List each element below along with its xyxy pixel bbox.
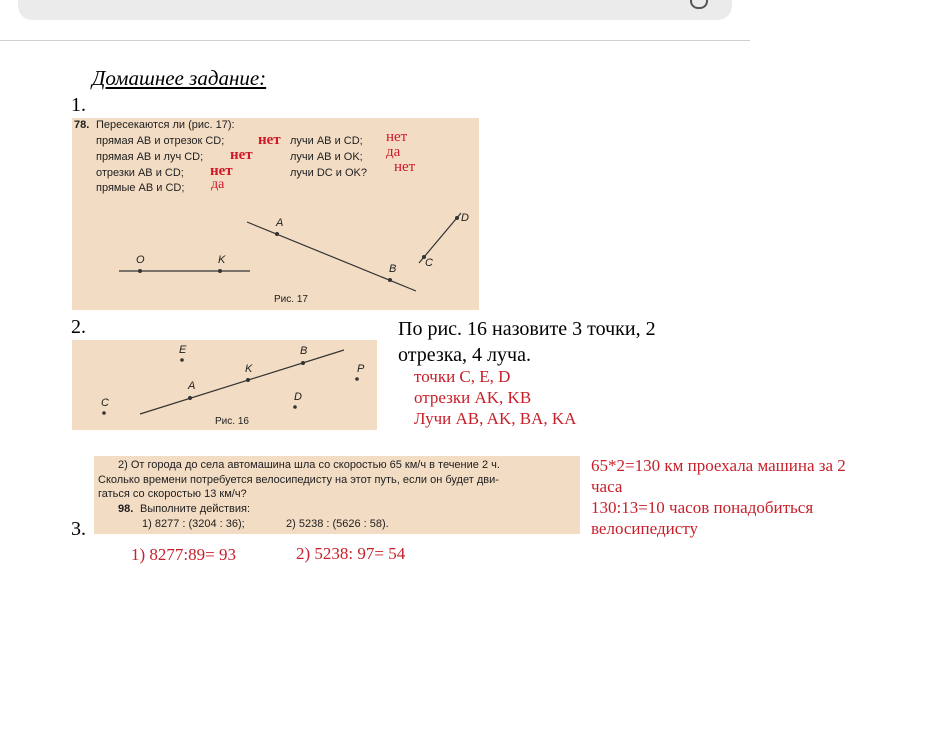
exercise-number: 78. <box>74 119 90 131</box>
label-D: D <box>461 212 469 224</box>
task3-answer-1: 1) 8277:89= 93 <box>131 545 236 564</box>
task1-scan <box>72 118 479 310</box>
search-bar[interactable] <box>18 0 732 20</box>
figure-17 <box>72 118 479 310</box>
exercise-number: 98. <box>118 503 134 515</box>
answer-left-2: нет <box>230 147 253 163</box>
label-A: A <box>188 380 196 392</box>
task3-answer-2: 2) 5238: 97= 54 <box>296 544 406 563</box>
item-right-1: лучи AB и CD; <box>290 135 363 147</box>
task1-number: 1. <box>71 94 86 116</box>
task3-scan <box>94 456 580 534</box>
answer-right-1: нет <box>386 129 408 145</box>
label-K: K <box>245 363 253 375</box>
question-text: Пересекаются ли (рис. 17): <box>96 119 235 131</box>
answer-left-3: нет <box>210 163 233 179</box>
item-right-2: лучи AB и OK; <box>290 151 363 163</box>
problem-line-1: 2) От города до села автомашина шла со скоростью 65 км/ч в течение 2 ч. <box>118 459 500 471</box>
label-O: O <box>136 254 145 266</box>
task2-answer-points: точки C, E, D <box>414 367 511 386</box>
figure-caption: Рис. 16 <box>215 416 249 427</box>
label-E: E <box>179 344 187 356</box>
task3-number: 3. <box>71 518 86 540</box>
figure-caption: Рис. 17 <box>274 294 308 305</box>
expression-2: 2) 5238 : (5626 : 58). <box>286 518 389 530</box>
answer-left-4: да <box>211 177 225 192</box>
top-toolbar <box>0 0 750 41</box>
item-left-3: отрезки AB и CD; <box>96 167 184 179</box>
task2-answer-rays: Лучи AB, AK, BA, KA <box>414 409 577 428</box>
problem-line-2: Сколько времени потребуется велосипедисту на этот путь, если он будет дви- <box>98 474 499 486</box>
homework-title: Домашнее задание: <box>92 66 267 90</box>
item-left-2: прямая AB и луч CD; <box>96 151 204 163</box>
label-C: C <box>425 257 433 269</box>
task2-answer-segments: отрезки AK, KB <box>414 388 532 407</box>
label-K: K <box>218 254 226 266</box>
answer-left-1: нет <box>258 132 281 148</box>
item-left-1: прямая AB и отрезок CD; <box>96 135 225 147</box>
task3-solution-1: 65*2=130 км проехала машина за 2 <box>591 456 846 475</box>
item-right-3: лучи DC и OK? <box>290 167 368 179</box>
answer-right-2: да <box>386 144 401 160</box>
label-A: A <box>276 217 284 229</box>
task3-solution-2: часа <box>591 477 623 496</box>
problem-line-3: гаться со скоростью 13 км/ч? <box>98 488 247 500</box>
exercise-title: Выполните действия: <box>140 503 251 515</box>
task2-question: По рис. 16 назовите 3 точки, 2 отрезка, 4 луча. <box>398 318 656 366</box>
label-P: P <box>357 363 365 375</box>
task3-solution-4: велосипедисту <box>591 519 698 538</box>
expression-1: 1) 8277 : (3204 : 36); <box>142 518 245 530</box>
task3-solution-3: 130:13=10 часов понадобиться <box>591 498 814 517</box>
label-C: C <box>101 397 109 409</box>
item-left-4: прямые AB и CD; <box>96 182 185 194</box>
answer-right-3: нет <box>394 159 416 175</box>
label-B: B <box>300 345 308 357</box>
label-D: D <box>294 391 302 403</box>
label-B: B <box>389 263 397 275</box>
task2-scan <box>72 340 377 430</box>
task2-number: 2. <box>71 316 86 338</box>
